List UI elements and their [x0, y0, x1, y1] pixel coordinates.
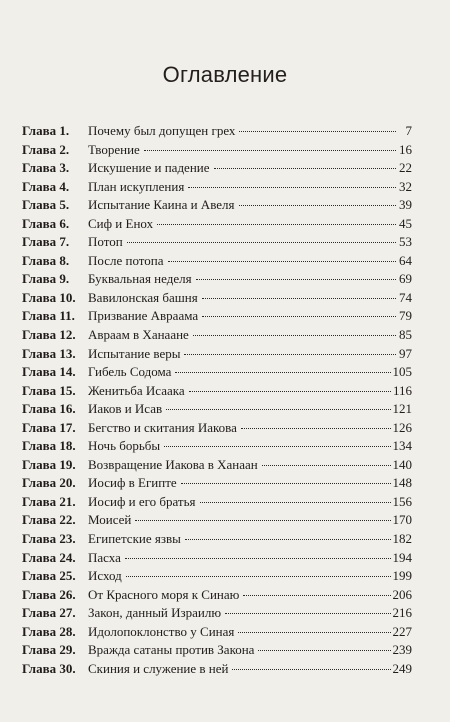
dot-leader	[202, 316, 396, 317]
toc-entry	[22, 419, 412, 438]
dot-leader	[127, 242, 396, 243]
chapter-label: Глава 29.	[22, 642, 76, 658]
chapter-page-number: 39	[399, 197, 412, 213]
chapter-page-number: 116	[392, 382, 412, 398]
dot-leader	[232, 669, 390, 670]
chapter-label: Глава 2.	[22, 141, 70, 157]
chapter-page-number: 53	[399, 234, 412, 250]
dot-leader	[262, 465, 391, 466]
chapter-label: Глава 9.	[22, 271, 70, 287]
chapter-label: Глава 5.	[22, 197, 70, 213]
chapter-title: Женитьба Исаака	[88, 382, 185, 398]
toc-entry	[22, 586, 412, 605]
toc-entry	[22, 641, 412, 660]
chapter-page-number: 105	[392, 364, 412, 380]
dot-leader	[193, 335, 396, 336]
toc-entry	[22, 660, 412, 679]
chapter-page-number: 126	[392, 419, 412, 435]
chapter-page-number: 182	[392, 531, 412, 547]
dot-leader	[168, 261, 396, 262]
chapter-title: Бегство и скитания Иакова	[88, 419, 237, 435]
toc-entry	[22, 437, 412, 456]
chapter-title: Скиния и служение в ней	[88, 660, 229, 676]
chapter-label: Глава 13.	[22, 345, 76, 361]
toc-entry	[22, 567, 412, 586]
chapter-title: Творение	[88, 141, 140, 157]
toc-entry	[22, 549, 412, 568]
dot-leader	[164, 446, 390, 447]
chapter-label: Глава 28.	[22, 623, 76, 639]
table-of-contents	[22, 122, 412, 678]
toc-entry	[22, 456, 412, 475]
chapter-label: Глава 4.	[22, 178, 70, 194]
toc-entry	[22, 623, 412, 642]
chapter-page-number: 22	[399, 160, 412, 176]
chapter-page-number: 16	[399, 141, 412, 157]
chapter-page-number: 148	[392, 475, 412, 491]
chapter-title: Почему был допущен грех	[88, 123, 236, 138]
toc-entry	[22, 159, 412, 178]
dot-leader	[135, 520, 390, 521]
chapter-label: Глава 10.	[22, 289, 76, 305]
chapter-title: Потоп	[88, 234, 123, 250]
dot-leader	[214, 168, 396, 169]
chapter-title: Авраам в Ханаане	[88, 327, 189, 343]
toc-entry	[22, 196, 412, 215]
chapter-label: Глава 18.	[22, 438, 76, 454]
dot-leader	[188, 187, 396, 188]
chapter-label: Глава 15.	[22, 382, 76, 398]
chapter-page-number: 239	[392, 642, 412, 658]
toc-entry	[22, 382, 412, 401]
toc-entry	[22, 141, 412, 160]
dot-leader	[144, 150, 396, 151]
chapter-page-number: 227	[392, 623, 412, 639]
chapter-page-number: 7	[405, 123, 412, 138]
chapter-label: Глава 25.	[22, 568, 76, 584]
chapter-title: Вражда сатаны против Закона	[88, 642, 255, 658]
toc-entry	[22, 307, 412, 326]
chapter-label: Глава 17.	[22, 419, 76, 435]
chapter-page-number: 79	[399, 308, 412, 324]
toc-entry	[22, 400, 412, 419]
chapter-label: Глава 1.	[22, 123, 70, 138]
dot-leader	[185, 539, 391, 540]
chapter-label: Глава 27.	[22, 605, 76, 621]
toc-entry	[22, 178, 412, 197]
chapter-page-number: 134	[392, 438, 412, 454]
chapter-page-number: 85	[399, 327, 412, 343]
toc-entry	[22, 122, 412, 141]
chapter-title: Моисей	[88, 512, 132, 528]
chapter-label: Глава 30.	[22, 660, 76, 676]
chapter-title: Вавилонская башня	[88, 289, 198, 305]
chapter-page-number: 74	[399, 289, 412, 305]
dot-leader	[258, 650, 390, 651]
toc-entry	[22, 511, 412, 530]
toc-entry	[22, 474, 412, 493]
dot-leader	[243, 595, 390, 596]
toc-entry	[22, 530, 412, 549]
chapter-label: Глава 6.	[22, 215, 70, 231]
chapter-title: Буквальная неделя	[88, 271, 192, 287]
chapter-title: Иаков и Исав	[88, 401, 163, 417]
toc-entry	[22, 252, 412, 271]
chapter-page-number: 64	[399, 252, 412, 268]
chapter-label: Глава 3.	[22, 160, 70, 176]
dot-leader	[196, 279, 396, 280]
chapter-label: Глава 24.	[22, 549, 76, 565]
chapter-title: Иосиф в Египте	[88, 475, 177, 491]
chapter-label: Глава 20.	[22, 475, 76, 491]
chapter-title: Гибель Содома	[88, 364, 172, 380]
chapter-title: Закон, данный Израилю	[88, 605, 222, 621]
dot-leader	[241, 428, 391, 429]
chapter-page-number: 206	[392, 586, 412, 602]
dot-leader	[239, 205, 397, 206]
chapter-page-number: 199	[392, 568, 412, 584]
dot-leader	[125, 558, 391, 559]
chapter-page-number: 170	[392, 512, 412, 528]
chapter-title: План искупления	[88, 178, 185, 194]
toc-entry	[22, 604, 412, 623]
chapter-label: Глава 12.	[22, 327, 76, 343]
chapter-title: Возвращение Иакова в Ханаан	[88, 456, 258, 472]
chapter-label: Глава 26.	[22, 586, 76, 602]
toc-entry	[22, 270, 412, 289]
toc-entry	[22, 493, 412, 512]
toc-entry	[22, 363, 412, 382]
chapter-label: Глава 16.	[22, 401, 76, 417]
chapter-page-number: 194	[392, 549, 412, 565]
chapter-title: После потопа	[88, 252, 164, 268]
chapter-page-number: 97	[399, 345, 412, 361]
toc-entry	[22, 345, 412, 364]
chapter-page-number: 121	[392, 401, 412, 417]
dot-leader	[126, 576, 391, 577]
chapter-title: Призвание Авраама	[88, 308, 199, 324]
dot-leader	[202, 298, 396, 299]
toc-entry	[22, 326, 412, 345]
dot-leader	[175, 372, 390, 373]
dot-leader	[157, 224, 396, 225]
dot-leader	[225, 613, 390, 614]
chapter-page-number: 156	[392, 493, 412, 509]
toc-entry	[22, 215, 412, 234]
chapter-title: Идолопоклонство у Синая	[88, 623, 235, 639]
chapter-page-number: 69	[399, 271, 412, 287]
dot-leader	[181, 483, 391, 484]
chapter-title: Исход	[88, 568, 122, 584]
chapter-title: Ночь борьбы	[88, 438, 161, 454]
chapter-title: Испытание Каина и Авеля	[88, 197, 235, 213]
chapter-label: Глава 21.	[22, 493, 76, 509]
dot-leader	[200, 502, 391, 503]
chapter-label: Глава 14.	[22, 364, 76, 380]
chapter-title: Пасха	[88, 549, 121, 565]
toc-entry	[22, 289, 412, 308]
page-title: Оглавление	[162, 62, 288, 87]
chapter-page-number: 140	[392, 456, 412, 472]
dot-leader	[238, 632, 390, 633]
chapter-title: Иосиф и его братья	[88, 493, 196, 509]
chapter-label: Глава 22.	[22, 512, 76, 528]
dot-leader	[166, 409, 390, 410]
chapter-title: От Красного моря к Синаю	[88, 586, 240, 602]
chapter-page-number: 32	[399, 178, 412, 194]
chapter-title: Искушение и падение	[88, 160, 210, 176]
chapter-label: Глава 19.	[22, 456, 76, 472]
toc-entry	[22, 233, 412, 252]
chapter-title: Египетские язвы	[88, 531, 181, 547]
chapter-page-number: 249	[392, 660, 412, 676]
chapter-page-number: 216	[392, 605, 412, 621]
chapter-title: Испытание веры	[88, 345, 181, 361]
dot-leader	[239, 131, 396, 132]
dot-leader	[184, 354, 396, 355]
dot-leader	[189, 391, 391, 392]
chapter-page-number: 45	[399, 215, 412, 231]
chapter-title: Сиф и Енох	[88, 215, 154, 231]
chapter-label: Глава 23.	[22, 531, 76, 547]
chapter-label: Глава 8.	[22, 252, 70, 268]
chapter-label: Глава 11.	[22, 308, 75, 324]
chapter-label: Глава 7.	[22, 234, 70, 250]
